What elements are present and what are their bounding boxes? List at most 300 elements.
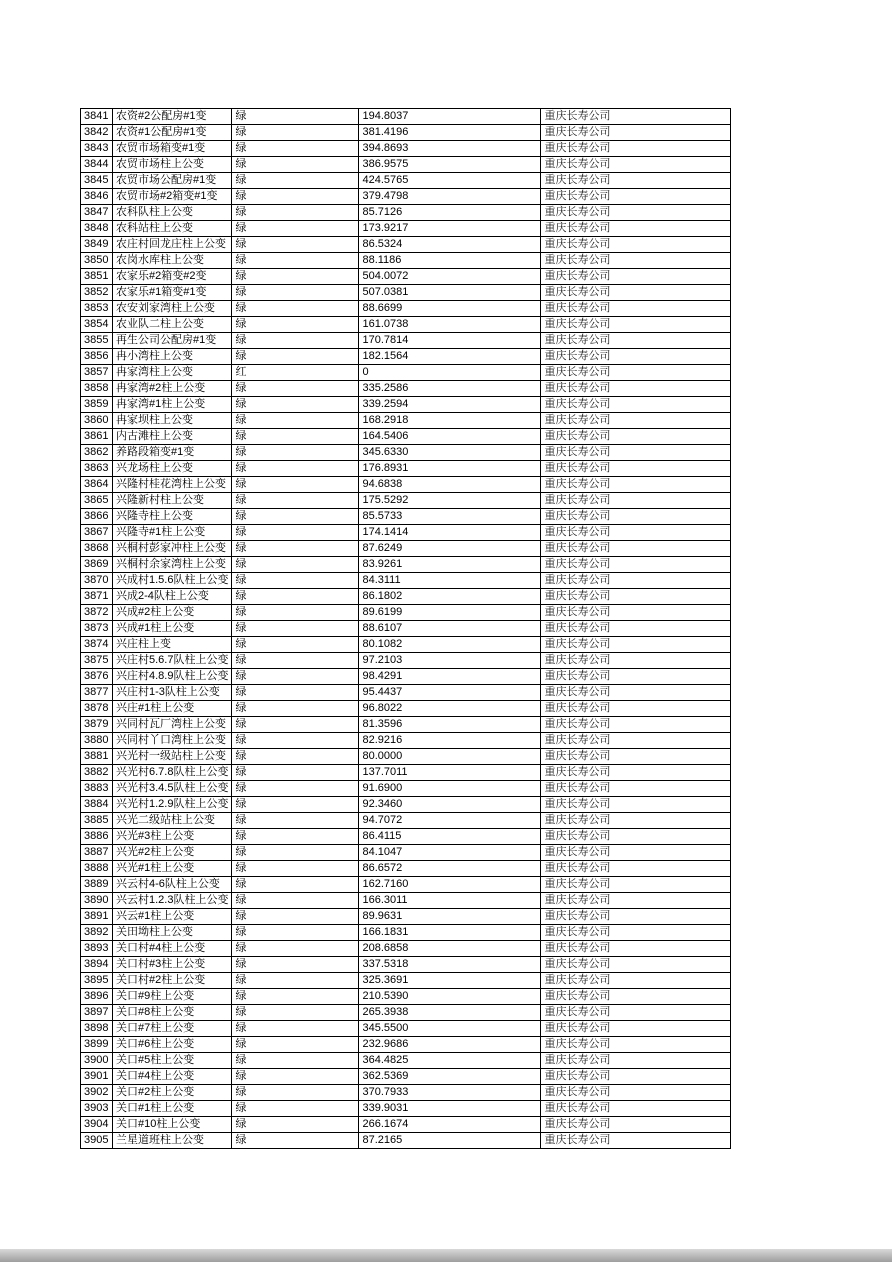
cell-value: 85.7126 [359,205,541,221]
cell-row-id: 3886 [81,829,113,845]
cell-status: 绿 [232,989,359,1005]
cell-status: 绿 [232,765,359,781]
cell-transformer-name: 冉小湾柱上公变 [113,349,232,365]
table-row [81,525,731,541]
cell-transformer-name: 关口#4柱上公变 [113,1069,232,1085]
cell-status: 绿 [232,973,359,989]
table-row [81,749,731,765]
table-body [81,109,731,1149]
cell-company: 重庆长寿公司 [541,1117,731,1133]
cell-company: 重庆长寿公司 [541,253,731,269]
table-row [81,845,731,861]
cell-company: 重庆长寿公司 [541,237,731,253]
table-row [81,813,731,829]
cell-transformer-name: 关口#8柱上公变 [113,1005,232,1021]
table-row [81,253,731,269]
cell-row-id: 3902 [81,1085,113,1101]
cell-status: 绿 [232,349,359,365]
cell-row-id: 3844 [81,157,113,173]
cell-transformer-name: 农科队柱上公变 [113,205,232,221]
cell-company: 重庆长寿公司 [541,109,731,125]
table-row [81,1133,731,1149]
cell-transformer-name: 农科站柱上公变 [113,221,232,237]
cell-row-id: 3905 [81,1133,113,1149]
cell-status: 绿 [232,925,359,941]
transformer-data-table-container [80,108,731,1149]
cell-transformer-name: 关田坳柱上公变 [113,925,232,941]
cell-status: 绿 [232,957,359,973]
cell-transformer-name: 关口#5柱上公变 [113,1053,232,1069]
cell-transformer-name: 农家乐#1箱变#1变 [113,285,232,301]
cell-transformer-name: 兴隆新村柱上公变 [113,493,232,509]
cell-status: 绿 [232,541,359,557]
table-row [81,669,731,685]
table-row [81,829,731,845]
cell-value: 88.6107 [359,621,541,637]
cell-company: 重庆长寿公司 [541,1069,731,1085]
cell-company: 重庆长寿公司 [541,925,731,941]
cell-value: 362.5369 [359,1069,541,1085]
cell-company: 重庆长寿公司 [541,1037,731,1053]
cell-company: 重庆长寿公司 [541,573,731,589]
table-row [81,237,731,253]
cell-status: 绿 [232,397,359,413]
table-row [81,989,731,1005]
cell-transformer-name: 农贸市场箱变#1变 [113,141,232,157]
cell-transformer-name: 兴隆村桂花湾柱上公变 [113,477,232,493]
cell-value: 81.3596 [359,717,541,733]
cell-company: 重庆长寿公司 [541,637,731,653]
cell-transformer-name: 农贸市场柱上公变 [113,157,232,173]
cell-transformer-name: 农贸市场#2箱变#1变 [113,189,232,205]
cell-company: 重庆长寿公司 [541,509,731,525]
cell-row-id: 3876 [81,669,113,685]
cell-status: 绿 [232,1005,359,1021]
cell-row-id: 3857 [81,365,113,381]
cell-transformer-name: 兴云#1柱上公变 [113,909,232,925]
cell-row-id: 3867 [81,525,113,541]
cell-row-id: 3864 [81,477,113,493]
table-row [81,1037,731,1053]
cell-company: 重庆长寿公司 [541,221,731,237]
cell-company: 重庆长寿公司 [541,157,731,173]
cell-row-id: 3882 [81,765,113,781]
cell-company: 重庆长寿公司 [541,749,731,765]
cell-value: 386.9575 [359,157,541,173]
cell-company: 重庆长寿公司 [541,653,731,669]
table-row [81,1101,731,1117]
cell-status: 绿 [232,813,359,829]
cell-transformer-name: 关口村#4柱上公变 [113,941,232,957]
cell-transformer-name: 兴庄#1柱上公变 [113,701,232,717]
cell-row-id: 3862 [81,445,113,461]
cell-row-id: 3883 [81,781,113,797]
cell-company: 重庆长寿公司 [541,861,731,877]
cell-transformer-name: 兴龙场柱上公变 [113,461,232,477]
cell-row-id: 3877 [81,685,113,701]
cell-transformer-name: 农资#2公配房#1变 [113,109,232,125]
cell-company: 重庆长寿公司 [541,525,731,541]
cell-value: 91.6900 [359,781,541,797]
cell-status: 绿 [232,557,359,573]
cell-status: 绿 [232,909,359,925]
cell-status: 绿 [232,317,359,333]
cell-row-id: 3852 [81,285,113,301]
cell-company: 重庆长寿公司 [541,733,731,749]
table-row [81,125,731,141]
cell-company: 重庆长寿公司 [541,829,731,845]
cell-row-id: 3868 [81,541,113,557]
cell-value: 194.8037 [359,109,541,125]
cell-row-id: 3878 [81,701,113,717]
page-bottom-edge-shadow [0,1249,892,1262]
cell-transformer-name: 兴云村4-6队柱上公变 [113,877,232,893]
cell-value: 166.3011 [359,893,541,909]
cell-status: 绿 [232,269,359,285]
cell-transformer-name: 兴云村1.2.3队柱上公变 [113,893,232,909]
cell-value: 345.5500 [359,1021,541,1037]
cell-status: 绿 [232,173,359,189]
table-row [81,189,731,205]
cell-value: 83.9261 [359,557,541,573]
cell-row-id: 3861 [81,429,113,445]
table-row [81,573,731,589]
cell-row-id: 3849 [81,237,113,253]
cell-row-id: 3859 [81,397,113,413]
cell-company: 重庆长寿公司 [541,605,731,621]
transformer-data-table [80,108,731,1149]
cell-row-id: 3856 [81,349,113,365]
table-row [81,941,731,957]
cell-transformer-name: 兴桐村彭家冲柱上公变 [113,541,232,557]
table-row [81,909,731,925]
table-row [81,1117,731,1133]
cell-value: 80.0000 [359,749,541,765]
cell-row-id: 3875 [81,653,113,669]
cell-company: 重庆长寿公司 [541,813,731,829]
cell-company: 重庆长寿公司 [541,973,731,989]
cell-value: 94.6838 [359,477,541,493]
cell-transformer-name: 农安刘家湾柱上公变 [113,301,232,317]
cell-status: 绿 [232,1037,359,1053]
cell-company: 重庆长寿公司 [541,333,731,349]
cell-status: 绿 [232,573,359,589]
cell-value: 364.4825 [359,1053,541,1069]
cell-value: 339.2594 [359,397,541,413]
cell-company: 重庆长寿公司 [541,477,731,493]
table-row [81,877,731,893]
cell-status: 绿 [232,669,359,685]
cell-status: 绿 [232,381,359,397]
table-row [81,1069,731,1085]
cell-status: 绿 [232,829,359,845]
cell-status: 绿 [232,1117,359,1133]
cell-transformer-name: 兴庄柱上变 [113,637,232,653]
table-row [81,733,731,749]
table-row [81,141,731,157]
cell-status: 绿 [232,125,359,141]
cell-company: 重庆长寿公司 [541,557,731,573]
cell-row-id: 3899 [81,1037,113,1053]
cell-row-id: 3855 [81,333,113,349]
cell-company: 重庆长寿公司 [541,141,731,157]
cell-company: 重庆长寿公司 [541,717,731,733]
cell-company: 重庆长寿公司 [541,989,731,1005]
cell-row-id: 3858 [81,381,113,397]
cell-company: 重庆长寿公司 [541,365,731,381]
cell-status: 绿 [232,589,359,605]
cell-transformer-name: 兴隆寺#1柱上公变 [113,525,232,541]
cell-company: 重庆长寿公司 [541,445,731,461]
table-row [81,285,731,301]
cell-transformer-name: 兴光村1.2.9队柱上公变 [113,797,232,813]
cell-company: 重庆长寿公司 [541,269,731,285]
cell-company: 重庆长寿公司 [541,797,731,813]
table-row [81,461,731,477]
cell-value: 166.1831 [359,925,541,941]
table-row [81,493,731,509]
cell-company: 重庆长寿公司 [541,957,731,973]
cell-row-id: 3850 [81,253,113,269]
cell-value: 85.5733 [359,509,541,525]
cell-transformer-name: 兴隆寺柱上公变 [113,509,232,525]
cell-value: 84.3111 [359,573,541,589]
cell-company: 重庆长寿公司 [541,173,731,189]
cell-status: 绿 [232,877,359,893]
cell-transformer-name: 关口#7柱上公变 [113,1021,232,1037]
table-row [81,717,731,733]
cell-value: 86.6572 [359,861,541,877]
table-row [81,797,731,813]
table-row [81,109,731,125]
cell-transformer-name: 关口村#2柱上公变 [113,973,232,989]
cell-transformer-name: 农业队二柱上公变 [113,317,232,333]
cell-value: 92.3460 [359,797,541,813]
cell-value: 170.7814 [359,333,541,349]
table-row [81,349,731,365]
cell-value: 174.1414 [359,525,541,541]
table-row [81,157,731,173]
cell-company: 重庆长寿公司 [541,285,731,301]
cell-value: 88.6699 [359,301,541,317]
cell-transformer-name: 兴光#2柱上公变 [113,845,232,861]
cell-status: 绿 [232,701,359,717]
cell-company: 重庆长寿公司 [541,125,731,141]
table-row [81,1005,731,1021]
cell-row-id: 3890 [81,893,113,909]
table-row [81,685,731,701]
cell-transformer-name: 关口#10柱上公变 [113,1117,232,1133]
cell-value: 507.0381 [359,285,541,301]
cell-value: 168.2918 [359,413,541,429]
cell-value: 0 [359,365,541,381]
cell-row-id: 3880 [81,733,113,749]
cell-value: 137.7011 [359,765,541,781]
table-row [81,973,731,989]
cell-transformer-name: 兴成村1.5.6队柱上公变 [113,573,232,589]
cell-value: 97.2103 [359,653,541,669]
cell-status: 绿 [232,109,359,125]
cell-status: 绿 [232,621,359,637]
cell-status: 绿 [232,285,359,301]
table-row [81,1085,731,1101]
cell-status: 绿 [232,1101,359,1117]
cell-transformer-name: 兴光二级站柱上公变 [113,813,232,829]
cell-row-id: 3872 [81,605,113,621]
cell-company: 重庆长寿公司 [541,845,731,861]
cell-row-id: 3881 [81,749,113,765]
cell-value: 95.4437 [359,685,541,701]
cell-row-id: 3873 [81,621,113,637]
table-row [81,893,731,909]
cell-transformer-name: 冉家湾#1柱上公变 [113,397,232,413]
cell-row-id: 3893 [81,941,113,957]
cell-transformer-name: 兴庄村4.8.9队柱上公变 [113,669,232,685]
cell-transformer-name: 兴成#1柱上公变 [113,621,232,637]
cell-company: 重庆长寿公司 [541,349,731,365]
cell-value: 335.2586 [359,381,541,397]
cell-status: 绿 [232,749,359,765]
cell-value: 370.7933 [359,1085,541,1101]
cell-row-id: 3889 [81,877,113,893]
cell-transformer-name: 兴庄村5.6.7队柱上公变 [113,653,232,669]
cell-transformer-name: 农资#1公配房#1变 [113,125,232,141]
cell-value: 80.1082 [359,637,541,653]
cell-transformer-name: 兰星道班柱上公变 [113,1133,232,1149]
cell-transformer-name: 冉家湾柱上公变 [113,365,232,381]
cell-row-id: 3894 [81,957,113,973]
cell-row-id: 3865 [81,493,113,509]
cell-transformer-name: 兴光#3柱上公变 [113,829,232,845]
cell-transformer-name: 兴成2-4队柱上公变 [113,589,232,605]
cell-company: 重庆长寿公司 [541,317,731,333]
cell-transformer-name: 关口村#3柱上公变 [113,957,232,973]
table-row [81,381,731,397]
cell-value: 86.4115 [359,829,541,845]
cell-status: 绿 [232,733,359,749]
table-row [81,429,731,445]
cell-company: 重庆长寿公司 [541,1133,731,1149]
cell-row-id: 3897 [81,1005,113,1021]
table-row [81,589,731,605]
cell-value: 175.5292 [359,493,541,509]
table-row [81,317,731,333]
cell-company: 重庆长寿公司 [541,381,731,397]
cell-row-id: 3898 [81,1021,113,1037]
cell-row-id: 3853 [81,301,113,317]
cell-value: 173.9217 [359,221,541,237]
cell-status: 绿 [232,797,359,813]
cell-company: 重庆长寿公司 [541,701,731,717]
cell-row-id: 3863 [81,461,113,477]
cell-transformer-name: 冉家坝柱上公变 [113,413,232,429]
table-row [81,477,731,493]
table-row [81,701,731,717]
cell-row-id: 3871 [81,589,113,605]
cell-status: 绿 [232,237,359,253]
table-row [81,173,731,189]
cell-transformer-name: 兴成#2柱上公变 [113,605,232,621]
cell-status: 绿 [232,941,359,957]
cell-status: 绿 [232,605,359,621]
cell-row-id: 3860 [81,413,113,429]
cell-transformer-name: 农家乐#2箱变#2变 [113,269,232,285]
cell-status: 绿 [232,781,359,797]
cell-transformer-name: 养路段箱变#1变 [113,445,232,461]
table-row [81,205,731,221]
cell-status: 绿 [232,333,359,349]
cell-status: 绿 [232,685,359,701]
cell-company: 重庆长寿公司 [541,909,731,925]
cell-company: 重庆长寿公司 [541,189,731,205]
cell-value: 94.7072 [359,813,541,829]
cell-company: 重庆长寿公司 [541,1085,731,1101]
cell-value: 210.5390 [359,989,541,1005]
cell-row-id: 3879 [81,717,113,733]
cell-company: 重庆长寿公司 [541,1101,731,1117]
cell-row-id: 3847 [81,205,113,221]
cell-status: 绿 [232,653,359,669]
cell-status: 绿 [232,189,359,205]
cell-status: 绿 [232,1069,359,1085]
cell-status: 绿 [232,1053,359,1069]
cell-value: 162.7160 [359,877,541,893]
cell-status: 绿 [232,1133,359,1149]
cell-value: 381.4196 [359,125,541,141]
cell-transformer-name: 关口#9柱上公变 [113,989,232,1005]
table-row [81,637,731,653]
cell-company: 重庆长寿公司 [541,205,731,221]
cell-value: 89.6199 [359,605,541,621]
cell-status: 绿 [232,413,359,429]
cell-value: 266.1674 [359,1117,541,1133]
cell-row-id: 3895 [81,973,113,989]
table-row [81,413,731,429]
cell-transformer-name: 关口#6柱上公变 [113,1037,232,1053]
table-row [81,1021,731,1037]
table-row [81,301,731,317]
table-row [81,1053,731,1069]
table-row [81,861,731,877]
table-row [81,925,731,941]
table-row [81,221,731,237]
cell-transformer-name: 冉家湾#2柱上公变 [113,381,232,397]
table-row [81,445,731,461]
table-row [81,397,731,413]
cell-value: 337.5318 [359,957,541,973]
cell-value: 87.6249 [359,541,541,557]
cell-company: 重庆长寿公司 [541,429,731,445]
cell-company: 重庆长寿公司 [541,1021,731,1037]
cell-row-id: 3869 [81,557,113,573]
table-row [81,605,731,621]
cell-status: 绿 [232,221,359,237]
cell-status: 绿 [232,893,359,909]
cell-transformer-name: 兴桐村余家湾柱上公变 [113,557,232,573]
cell-row-id: 3892 [81,925,113,941]
cell-value: 379.4798 [359,189,541,205]
cell-company: 重庆长寿公司 [541,685,731,701]
cell-value: 89.9631 [359,909,541,925]
cell-row-id: 3843 [81,141,113,157]
table-row [81,509,731,525]
cell-company: 重庆长寿公司 [541,589,731,605]
cell-company: 重庆长寿公司 [541,413,731,429]
cell-transformer-name: 关口#2柱上公变 [113,1085,232,1101]
cell-status: 绿 [232,461,359,477]
cell-value: 265.3938 [359,1005,541,1021]
cell-status: 绿 [232,717,359,733]
